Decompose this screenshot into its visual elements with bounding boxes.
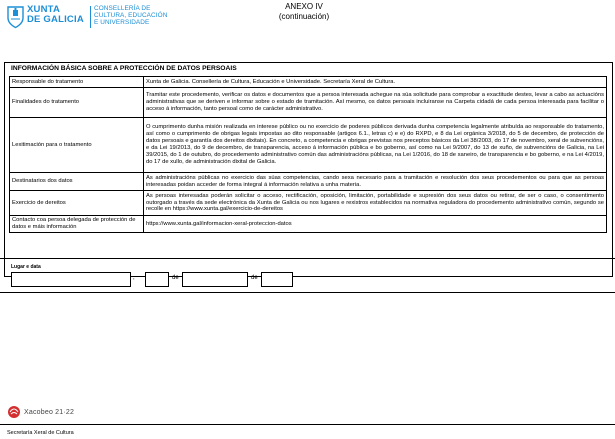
xacobeo-text: Xacobeo 21·22 xyxy=(24,408,75,416)
header-divider xyxy=(90,6,91,28)
section-divider-bottom xyxy=(0,292,615,293)
month-input[interactable] xyxy=(182,272,248,287)
row-label: Contacto coa persoa delegada de protección de datos e máis información xyxy=(10,216,144,233)
row-value: Tramitar este procedemento, verificar os datos e documentos que a persoa interesada achegue na súa solicitude para comprobar a exactitude destes, levar a cabo as actuacións administrativas que se deriven e informar sobre o estado de tramitación. Así mesmo, os datos persoais incluiranse na Carpeta cidadá de cada persoa interesada para facilitar o acceso á información, tanto persoal como de carácter administrativo. xyxy=(144,88,607,118)
galicia-coat-of-arms-icon xyxy=(7,5,24,29)
xunta-wordmark xyxy=(27,5,84,25)
row-value: As administracións públicas no exercicio das súas competencias, cando sexa necesario para a tramitación e resolución dos seus procedementos ou para que as persoas interesadas poidan acceder de forma integral á información relativa a unha materia. xyxy=(144,173,607,191)
xunta-line-2: DE GALICIA xyxy=(27,14,84,25)
data-protection-title: INFORMACIÓN BÁSICA SOBRE A PROTECCIÓN DE DATOS PERSOAIS xyxy=(11,65,237,72)
row-label: Exercicio de dereitos xyxy=(10,191,144,216)
anexo-title: ANEXO IV xyxy=(285,2,323,11)
day-input[interactable] xyxy=(145,272,169,287)
conselleria-line-3: E UNIVERSIDADE xyxy=(94,19,150,26)
table-row xyxy=(10,118,607,173)
place-input[interactable] xyxy=(11,272,131,287)
row-label: Destinatarios dos datos xyxy=(10,173,144,191)
xunta-logo xyxy=(7,5,93,31)
anexo-subtitle: (continuación) xyxy=(278,12,330,21)
footer-divider xyxy=(0,424,615,425)
row-label: Responsable do tratamento xyxy=(10,77,144,88)
row-value: https://www.xunta.gal/informacion-xeral-proteccion-datos xyxy=(144,216,607,233)
data-protection-box xyxy=(4,62,613,277)
conselleria-name xyxy=(94,5,167,26)
anexo-heading xyxy=(260,2,348,22)
table-row xyxy=(10,216,607,233)
section-divider-top xyxy=(0,258,615,259)
data-protection-table xyxy=(9,76,607,233)
table-row xyxy=(10,77,607,88)
comma-separator: , xyxy=(133,275,135,281)
table-row xyxy=(10,191,607,216)
row-value: As persoas interesadas poderán solicitar o acceso, rectificación, oposición, limitación, portabilidade e supresión dos seus datos ou retirar, de ser o caso, o consentimento outorgado a través da sede electrónica da Xunta de Galicia ou nos lugares e rexistros establecidos na normativa reguladora do procedemento administrativo común, segundo se recolle en https://www.xunta.gal/exercicio-de-dereitos xyxy=(144,191,607,216)
table-row xyxy=(10,173,607,191)
xacobeo-logo xyxy=(7,405,74,419)
year-input[interactable] xyxy=(261,272,293,287)
de-separator-2: de xyxy=(251,275,258,281)
secretaria-footer: Secretaría Xeral de Cultura xyxy=(7,430,74,436)
row-value: Xunta de Galicia. Consellería de Cultura, Educación e Universidade. Secretaría Xeral de Cultura. xyxy=(144,77,607,88)
conselleria-line-1: CONSELLERÍA DE xyxy=(94,5,151,12)
xacobeo-shell-icon xyxy=(7,405,21,419)
row-label: Lexitimación para o tratamento xyxy=(10,118,144,173)
row-value: O cumprimento dunha misión realizada en interese público ou no exercicio de poderes públicos derivada dunha competencia legalmente atribuída ao responsable do tratamento, así como o cumprimento de obrigas legais impostas ao dito responsable (artigos 6.1., letras c) e e) do RXPD, e 8 da Lei orgánica 3/2018, do 5 de decembro, de protección de datos persoais e garantía dos dereitos dixitais). En concreto, a competencia e obrigas previstas nos preceptos básicos da Lei 38/2003, do 17 de novembro, xeral de subvencións, e da Lei 19/2013, do 9 de decembro, de transparencia, acceso á información pública e bo goberno, así como na Lei 9/2007, do 13 de xuño, de subvencións de Galicia, na Lei 39/2015, do 1 de outubro, do procedemento administrativo común das administracións públicas, na Lei 1/2016, do 18 de xaneiro, de transparencia e bo goberno, e na Lei 4/2019, do 17 de xullo, de administración dixital de Galicia. xyxy=(144,118,607,173)
row-label: Finalidades do tratamento xyxy=(10,88,144,118)
de-separator-1: de xyxy=(172,275,179,281)
xunta-line-1: XUNTA xyxy=(27,4,61,15)
table-row xyxy=(10,88,607,118)
conselleria-line-2: CULTURA, EDUCACIÓN xyxy=(94,12,168,19)
place-date-label: Lugar e data xyxy=(11,264,41,270)
